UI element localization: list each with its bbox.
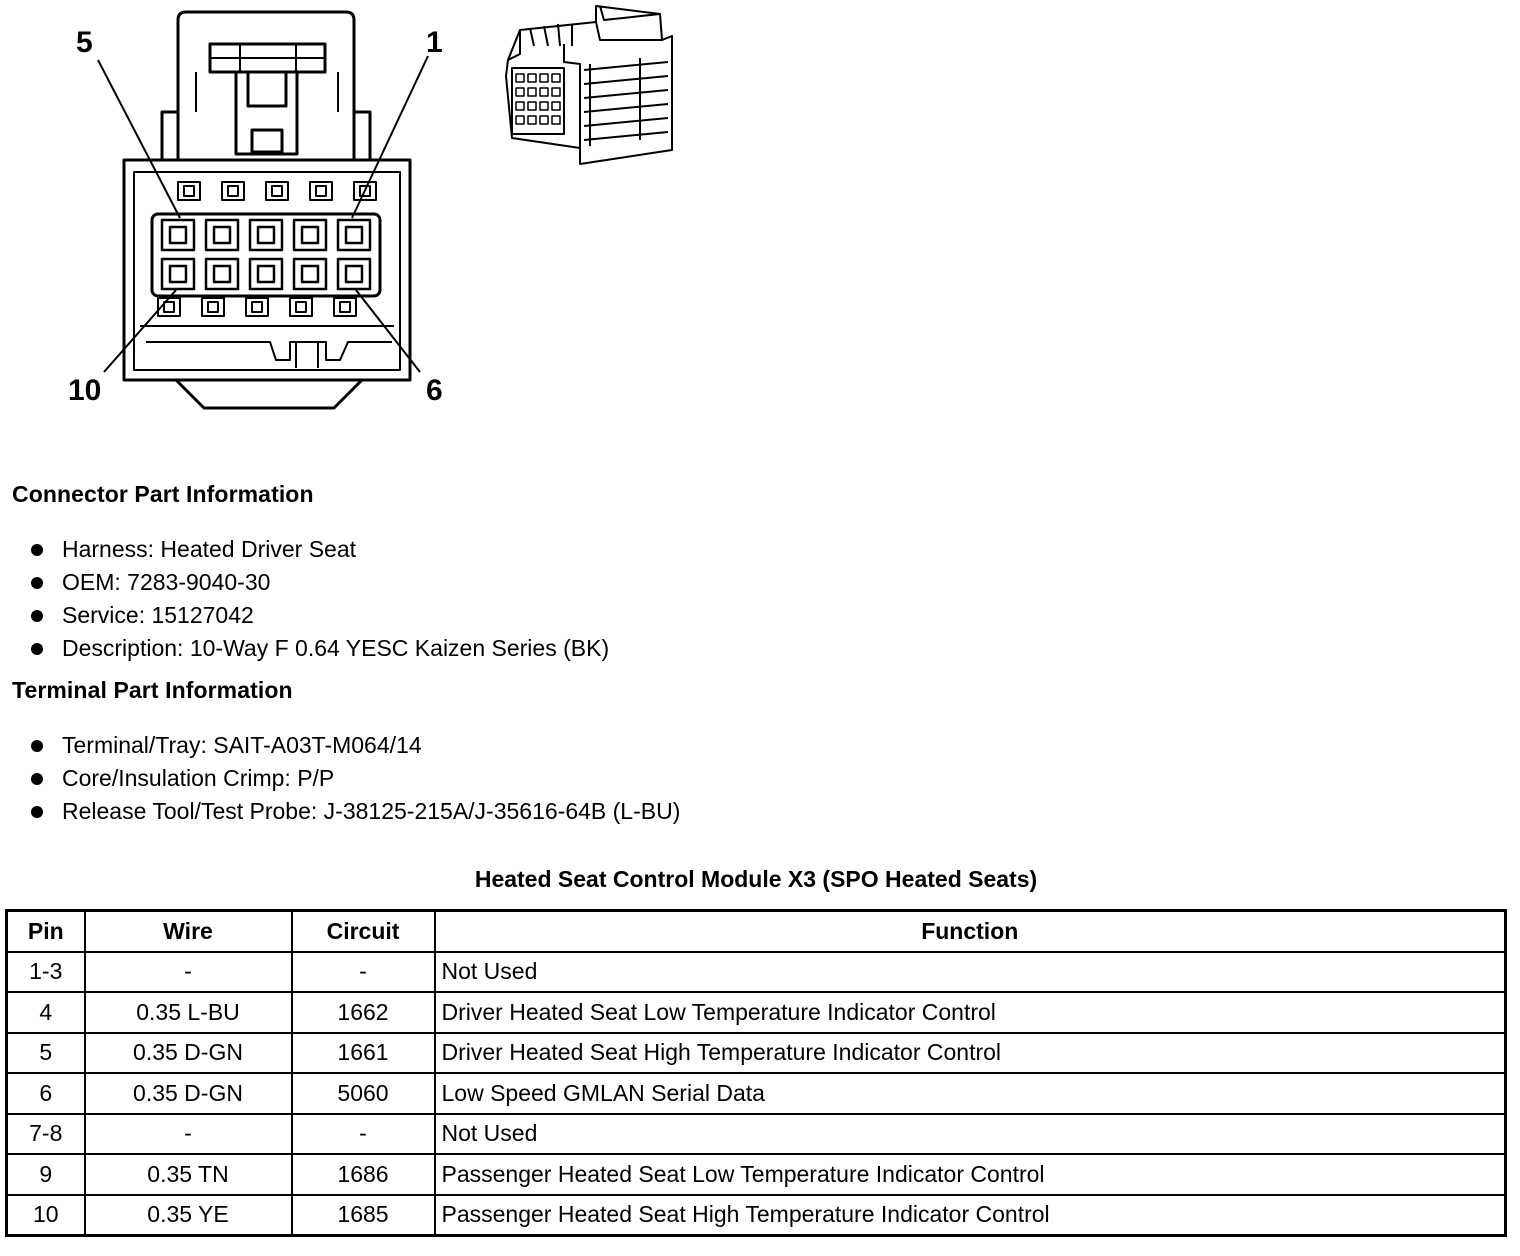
list-item: [28, 566, 609, 599]
connector-description: Description: 10-Way F 0.64 YESC Kaizen Series (BK): [62, 635, 610, 661]
connector-info-heading: Connector Part Information: [12, 481, 314, 507]
list-item: [28, 599, 609, 632]
connector-service: Service: 15127042: [62, 602, 254, 628]
terminal-release-tool: Release Tool/Test Probe: J-38125-215A/J-35616-64B (L-BU): [62, 798, 681, 824]
terminal-crimp: Core/Insulation Crimp: P/P: [62, 765, 335, 791]
pin-table: [5, 909, 1507, 1237]
table-row: [7, 1154, 1506, 1195]
cell-pin: 1-3: [7, 952, 85, 993]
bullet-icon: [31, 806, 43, 818]
table-row: [7, 1195, 1506, 1236]
list-item: [28, 762, 680, 795]
cell-pin: 5: [7, 1033, 85, 1074]
cell-circuit: 1661: [292, 1033, 435, 1074]
connector-diagram: [0, 0, 720, 420]
list-item: [28, 795, 680, 828]
table-row: [7, 952, 1506, 993]
cell-circuit: 1685: [292, 1195, 435, 1236]
column-header-circuit: Circuit: [292, 911, 435, 952]
cell-pin: 4: [7, 992, 85, 1033]
connector-oem: OEM: 7283-9040-30: [62, 569, 271, 595]
list-item: [28, 533, 609, 566]
bullet-icon: [31, 610, 43, 622]
column-header-function: Function: [435, 911, 1506, 952]
table-row: [7, 1114, 1506, 1155]
column-header-pin: Pin: [7, 911, 85, 952]
connector-face: [124, 12, 410, 408]
cell-function: Passenger Heated Seat High Temperature Indicator Control: [435, 1195, 1506, 1236]
pin-table-title: Heated Seat Control Module X3 (SPO Heated Seats): [474, 866, 1038, 892]
cell-wire: 0.35 TN: [85, 1154, 292, 1195]
cell-circuit: 1662: [292, 992, 435, 1033]
table-row: [7, 1073, 1506, 1114]
terminal-info-heading: Terminal Part Information: [12, 677, 293, 703]
cell-pin: 10: [7, 1195, 85, 1236]
cell-wire: 0.35 YE: [85, 1195, 292, 1236]
cell-pin: 9: [7, 1154, 85, 1195]
table-header-row: [7, 911, 1506, 952]
cell-function: Not Used: [435, 1114, 1506, 1155]
cell-circuit: 5060: [292, 1073, 435, 1114]
bullet-icon: [31, 643, 43, 655]
cell-circuit: 1686: [292, 1154, 435, 1195]
cell-wire: 0.35 D-GN: [85, 1033, 292, 1074]
pin-label-5: 5: [76, 26, 93, 59]
connector-harness: Harness: Heated Driver Seat: [62, 536, 357, 562]
cell-wire: 0.35 L-BU: [85, 992, 292, 1033]
pin-label-6: 6: [426, 374, 443, 407]
cell-pin: 7-8: [7, 1114, 85, 1155]
list-item: [28, 729, 680, 762]
bullet-icon: [31, 740, 43, 752]
terminal-tray: Terminal/Tray: SAIT-A03T-M064/14: [62, 732, 422, 758]
cell-wire: -: [85, 952, 292, 993]
cell-function: Driver Heated Seat High Temperature Indicator Control: [435, 1033, 1506, 1074]
cell-circuit: -: [292, 1114, 435, 1155]
connector-isometric-view: [506, 6, 672, 164]
pin-label-10: 10: [68, 374, 102, 407]
cell-circuit: -: [292, 952, 435, 993]
cell-wire: -: [85, 1114, 292, 1155]
cell-function: Passenger Heated Seat Low Temperature Indicator Control: [435, 1154, 1506, 1195]
table-row: [7, 992, 1506, 1033]
column-header-wire: Wire: [85, 911, 292, 952]
bullet-icon: [31, 577, 43, 589]
cell-function: Low Speed GMLAN Serial Data: [435, 1073, 1506, 1114]
bullet-icon: [31, 544, 43, 556]
list-item: [28, 632, 609, 665]
pin-label-1: 1: [426, 26, 443, 59]
connector-info-list: [28, 533, 609, 665]
cell-wire: 0.35 D-GN: [85, 1073, 292, 1114]
cell-pin: 6: [7, 1073, 85, 1114]
table-row: [7, 1033, 1506, 1074]
bullet-icon: [31, 773, 43, 785]
cell-function: Not Used: [435, 952, 1506, 993]
terminal-info-list: [28, 729, 680, 828]
cell-function: Driver Heated Seat Low Temperature Indicator Control: [435, 992, 1506, 1033]
